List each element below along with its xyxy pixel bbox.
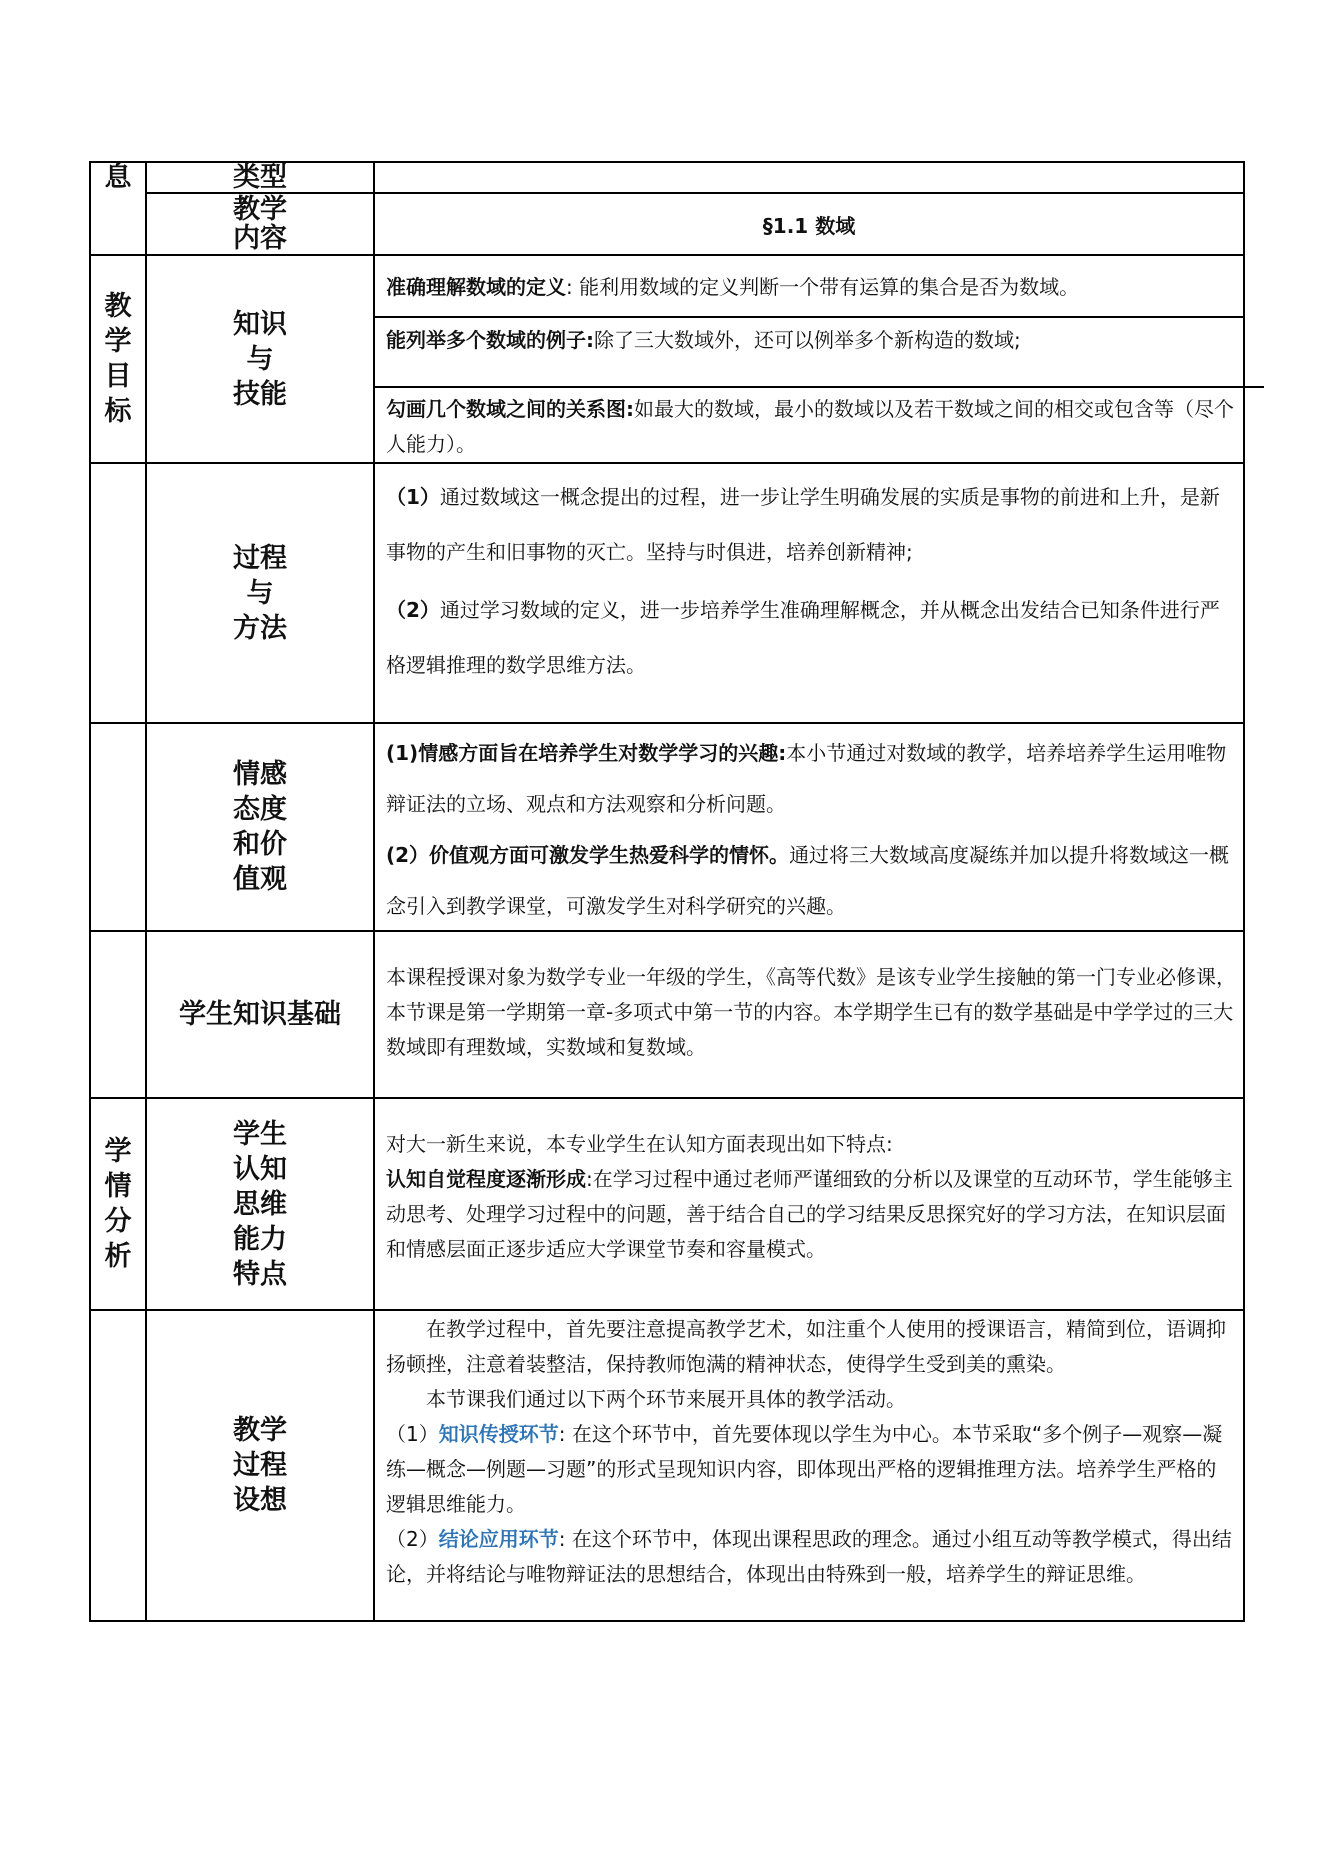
info-group-label-fragment: 息	[104, 162, 132, 193]
objectives-group-label: 教 学 目 标	[104, 291, 132, 427]
student-base-label: 学生知识基础	[179, 999, 341, 1030]
emotion-item: (1)情感方面旨在培养学生对数学学习的兴趣:本小节通过对数域的教学，培养培养学生运用唯物辩证法的立场、观点和方法观察和分析问题。	[386, 741, 1227, 816]
analysis-group-label: 学 情 分 析	[104, 1136, 132, 1272]
emotion-text	[386, 728, 1236, 928]
knowledge-item: 能列举多个数域的例子:除了三大数域外，还可以例举多个新构造的数域;	[386, 328, 1021, 352]
cognition-detail: 认知自觉程度逐渐形成:在学习过程中通过老师严谨细致的分析以及课堂的互动环节，学生能够主动思考、处理学习过程中的问题，善于结合自己的学习结果反思探究好的学习方法，在知识层面和情感层面正逐步适应大学课堂节奏和容量模式。	[386, 1167, 1233, 1261]
content-label: 教学 内容	[233, 194, 287, 254]
knowledge-label: 知识 与 技能	[233, 308, 287, 410]
design-step: （1）知识传授环节: 在这个环节中，首先要体现以学生为中心。本节采取“多个例子—观察—凝练—概念—例题—习题”的形式呈现知识内容，即体现出严格的逻辑推理方法。培养学生严格的逻辑思维能力。	[386, 1422, 1223, 1516]
process-item: （2）通过学习数域的定义，进一步培养学生准确理解概念，并从概念出发结合已知条件进行严格逻辑推理的数学思维方法。	[386, 598, 1220, 677]
content-value: §1.1 数域	[762, 213, 856, 238]
student-base-text: 本课程授课对象为数学专业一年级的学生，《高等代数》是该专业学生接触的第一门专业必修课，本节课是第一学期第一章-多项式中第一节的内容。本学期学生已有的数学基础是中学学过的三大数域即有理数域，实数域和复数域。	[386, 965, 1236, 1059]
emotion-label: 情感 态度 和价 值观	[233, 759, 287, 895]
knowledge-item: 准确理解数域的定义: 能利用数域的定义判断一个带有运算的集合是否为数域。	[386, 275, 1080, 299]
table-rule	[374, 316, 1245, 318]
design-paragraph: 本节课我们通过以下两个环节来展开具体的教学活动。	[426, 1387, 906, 1411]
design-label: 教学 过程 设想	[233, 1415, 287, 1516]
cognition-text	[386, 1127, 1236, 1307]
type-label: 类型	[233, 162, 287, 193]
process-label: 过程 与 方法	[233, 542, 287, 644]
process-item: （1）通过数域这一概念提出的过程，进一步让学生明确发展的实质是事物的前进和上升，是新事物的产生和旧事物的灭亡。坚持与时俱进，培养创新精神;	[386, 485, 1220, 564]
table-rule	[373, 161, 375, 1622]
table-rule	[374, 386, 1264, 388]
process-text	[386, 470, 1236, 720]
table-rule	[1243, 161, 1245, 1622]
cognition-intro: 对大一新生来说，本专业学生在认知方面表现出如下特点:	[386, 1132, 893, 1156]
design-step: （2）结论应用环节: 在这个环节中，体现出课程思政的理念。通过小组互动等教学模式，得出结论，并将结论与唯物辩证法的思想结合，体现出由特殊到一般，培养学生的辩证思维。	[386, 1527, 1232, 1586]
emotion-item: (2）价值观方面可激发学生热爱科学的情怀。通过将三大数域高度凝练并加以提升将数域这一概念引入到教学课堂，可激发学生对科学研究的兴趣。	[386, 843, 1230, 918]
knowledge-item: 勾画几个数域之间的关系图:如最大的数域，最小的数域以及若干数域之间的相交或包含等（尽个人能力）。	[386, 397, 1234, 456]
design-text	[386, 1312, 1236, 1618]
table-rule	[90, 1620, 1245, 1622]
cognition-label: 学生 认知 思维 能力 特点	[233, 1118, 287, 1290]
design-paragraph: 在教学过程中，首先要注意提高教学艺术，如注重个人使用的授课语言，精简到位，语调抑扬顿挫，注意着装整洁，保持教师饱满的精神状态，使得学生受到美的熏染。	[386, 1317, 1226, 1376]
